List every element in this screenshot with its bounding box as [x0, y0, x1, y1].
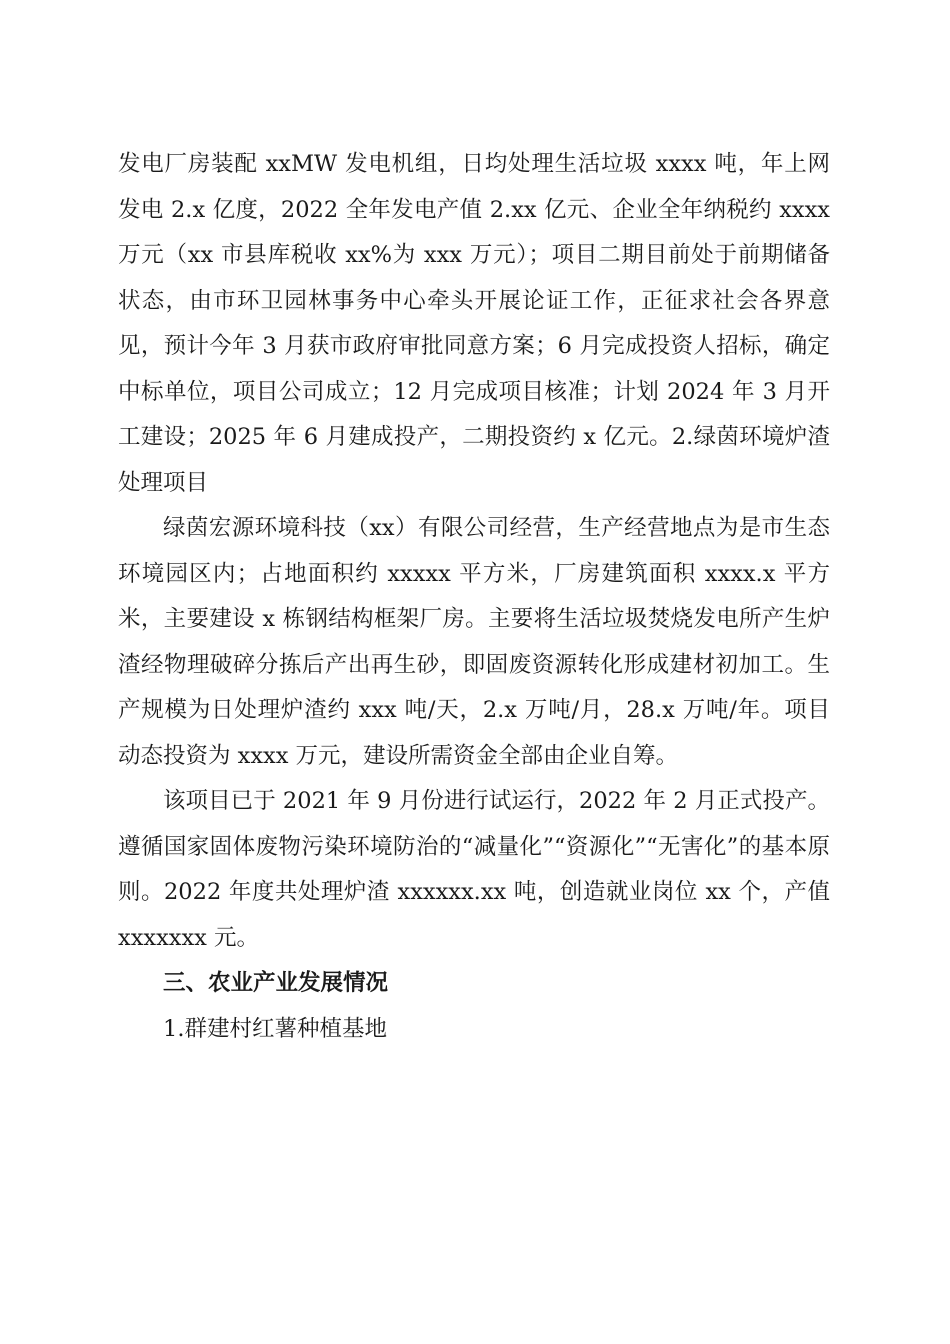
- paragraph-slag-company: 绿茵宏源环境科技（xx）有限公司经营，生产经营地点为是市生态环境园区内；占地面积约 xxxxx 平方米，厂房建筑面积 xxxx.x 平方米，主要建设 x 栋钢结构框架厂房。主要将生活垃圾焚烧发电所产生炉渣经物理破碎分拣后产出再生砂，即固废资源转化形成建材初加工。生产规模为日处理炉渣约 xxx 吨/天，2.x 万吨/月，28.x 万吨/年。项目动态投资为 xxxx 万元，建设所需资金全部由企业自筹。: [118, 515, 830, 769]
- section-heading: 三、农业产业发展情况: [163, 970, 389, 996]
- document-body: [118, 142, 830, 1052]
- paragraph-power-plant: 发电厂房装配 xxMW 发电机组，日均处理生活垃圾 xxxx 吨，年上网发电 2.x 亿度，2022 全年发电产值 2.xx 亿元、企业全年纳税约 xxxx 万元（xx 市县库税收 xx%为 xxx 万元）；项目二期目前处于前期储备状态，由市环卫园林事务中心牵头开展论证工作，正征求社会各界意见，预计今年 3 月获市政府审批同意方案；6 月完成投资人招标，确定中标单位，项目公司成立；12 月完成项目核准；计划 2024 年 3 月开工建设；2025 年 6 月建成投产，二期投资约 x 亿元。2.绿茵环境炉渣处理项目: [118, 151, 830, 496]
- paragraph-slag-operation: 该项目已于 2021 年 9 月份进行试运行，2022 年 2 月正式投产。遵循国家固体废物污染环境防治的“减量化”“资源化”“无害化”的基本原则。2022 年度共处理炉渣 xxxxxx.xx 吨，创造就业岗位 xx 个，产值 xxxxxxx 元。: [118, 788, 830, 951]
- subsection-heading: 1.群建村红薯种植基地: [163, 1015, 387, 1042]
